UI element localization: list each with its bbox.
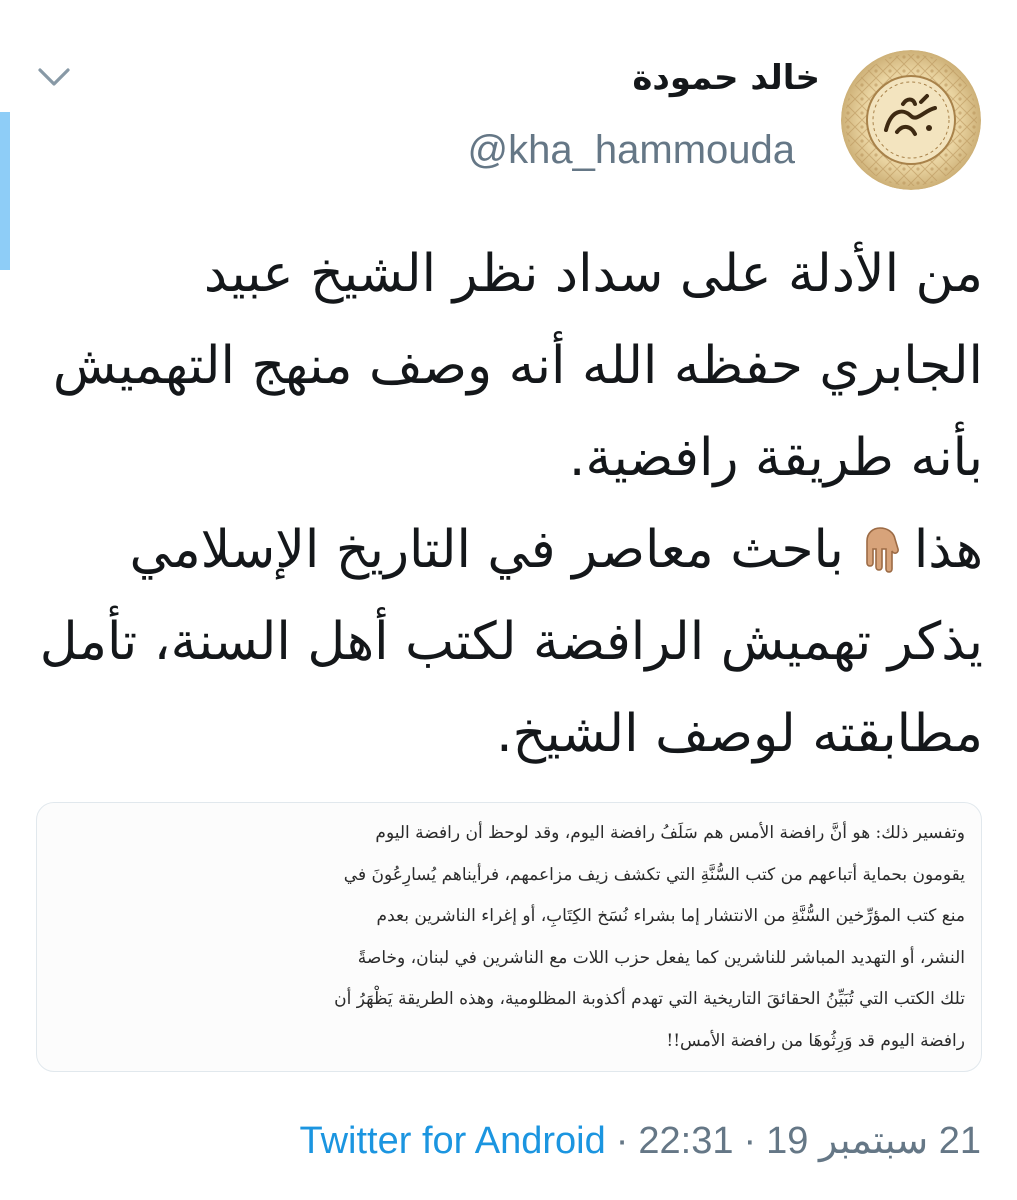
tweet-phrase: باحث معاصر في التاريخ الإسلامي xyxy=(129,520,844,580)
chevron-down-icon[interactable] xyxy=(34,62,74,92)
tweet-date[interactable]: 21 سبتمبر 19 xyxy=(766,1120,981,1162)
scroll-accent-bar xyxy=(0,112,10,270)
avatar[interactable] xyxy=(841,50,981,190)
author-handle[interactable]: @kha_hammouda xyxy=(467,128,795,172)
tweet-line: يذكر تهميش الرافضة لكتب أهل السنة، تأمل xyxy=(39,612,983,672)
book-excerpt-line: تلك الكتب التي تُبَيِّنُ الحقائقَ التاريخية التي تهدم أكذوبة المظلومية، وهذه الطريقة يَظْهَرُ أن xyxy=(334,989,965,1009)
separator-dot: · xyxy=(743,1120,757,1162)
book-excerpt-line: النشر، أو التهديد المباشر للناشرين كما يفعل حزب اللات مع الناشرين في لبنان، وخاصةً xyxy=(357,947,965,968)
book-excerpt-line: منع كتب المؤرِّخين السُّنَّةِ من الانتشار إما بشراء نُسَخ الكِتَابِ، أو إغراء الناشرين بعدم xyxy=(376,906,965,926)
tweet-line: بأنه طريقة رافضية. xyxy=(568,428,983,488)
book-excerpt xyxy=(65,813,965,1062)
tweet-time[interactable]: 22:31 xyxy=(638,1120,734,1162)
pointing-down-hand-icon xyxy=(852,521,906,575)
tweet-meta xyxy=(299,1118,981,1163)
book-excerpt-line: يقومون بحماية أتباعهم من كتب السُّنَّةِ التي تكشف زيف مزاعمهم، فرأيناهم يُسارِعُونَ في xyxy=(343,864,965,885)
book-excerpt-line: وتفسير ذلك: هو أنَّ رافضة الأمس هم سَلَفُ رافضة اليوم، وقد لوحظ أن رافضة اليوم xyxy=(375,823,965,843)
tweet-line-with-icon xyxy=(38,504,983,596)
muhammad-calligraphy-avatar-icon xyxy=(841,50,981,190)
tweet-line: من الأدلة على سداد نظر الشيخ عبيد xyxy=(203,244,983,304)
book-excerpt-line: رافضة اليوم قد وَرِثُوهَا من رافضة الأمس!! xyxy=(666,1030,965,1051)
author-name[interactable]: خالد حمودة xyxy=(632,58,820,98)
separator-dot: · xyxy=(615,1120,629,1162)
tweet-line: مطابقته لوصف الشيخ. xyxy=(496,704,983,764)
tweet-word: هذا xyxy=(913,520,983,580)
tweet-text xyxy=(38,228,983,780)
tweet-line: الجابري حفظه الله أنه وصف منهج التهميش xyxy=(52,336,983,396)
source-link[interactable]: Twitter for Android xyxy=(299,1120,606,1162)
tweet-media-image[interactable] xyxy=(36,802,982,1072)
